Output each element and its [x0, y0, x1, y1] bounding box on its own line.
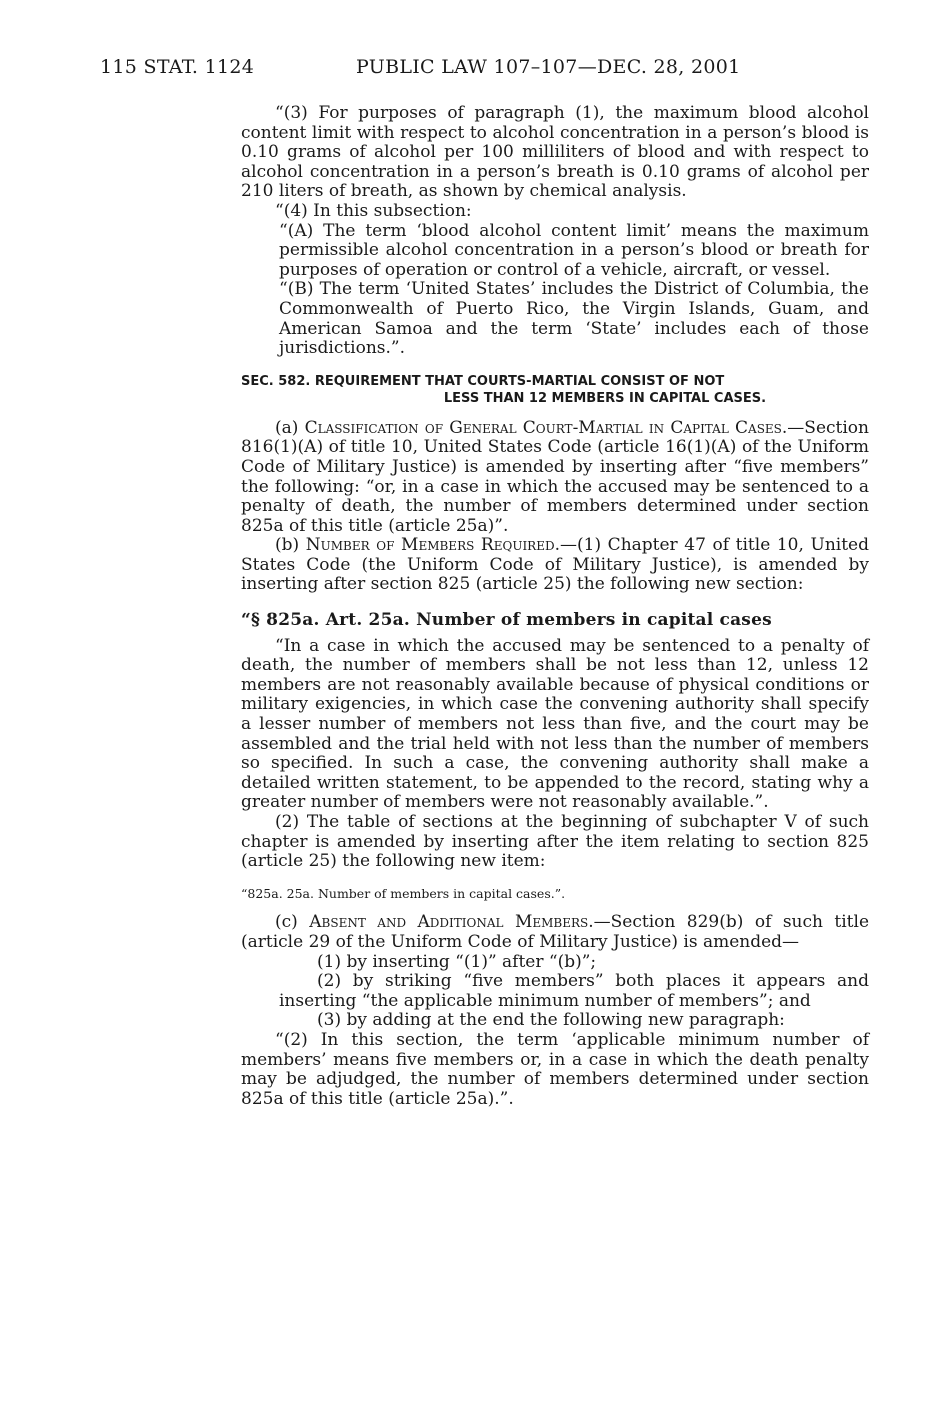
subsection-c-item-1: (1) by inserting “(1)” after “(b)”; — [317, 951, 597, 972]
paragraph-4-b — [241, 280, 869, 358]
stat-reference: 115 STAT. 1124 — [100, 56, 255, 78]
subsection-b-marker: (b) — [275, 535, 300, 556]
table-of-sections-item: “825a. 25a. Number of members in capital cases.”. — [241, 885, 566, 901]
article-heading: “§ 825a. Art. 25a. Number of members in capital cases — [241, 610, 772, 631]
paragraph-4-a — [241, 222, 869, 281]
subsection-b-text: .—(1) Chapter 47 of title 10, United States Code (the Uniform Code of Military Justice), is amended by inserting after section 825 (article 25) the following new section: — [241, 535, 869, 595]
section-number: SEC. 582. — [241, 373, 311, 389]
paragraph-4: “(4) In this subsection: — [275, 200, 472, 221]
subsection-c-text: .—Section 829(b) of such title (article 29 of the Uniform Code of Military Justice) is amended— — [241, 912, 870, 952]
subsection-c-new-paragraph: “(2) In this section, the term ‘applicable minimum number of members’ means five members or, in a case in which the death penalty may be adjudged, the number of members determined under section 825a of this title (article 25a).”. — [241, 1029, 869, 1109]
subsection-a — [241, 419, 869, 537]
paragraph-4-a-text: “(A) The term ‘blood alcohol content limit’ means the maximum permissible alcohol concentration in a person’s blood or breath for purposes of operation or control of a vehicle, aircraft, or vessel. — [279, 220, 869, 280]
paragraph-b-2: (2) The table of sections at the beginning of subchapter V of such chapter is amended by inserting after the item relating to section 825 (article 25) the following new item: — [241, 812, 869, 872]
subsection-c-marker: (c) — [275, 912, 298, 933]
subsection-c-item-2: (2) by striking “five members” both places it appears and inserting “the applicable minimum number of members”; and — [279, 971, 869, 1011]
public-law-reference: PUBLIC LAW 107–107—DEC. 28, 2001 — [356, 56, 741, 78]
paragraph-4-b-text: “(B) The term ‘United States’ includes the District of Columbia, the Commonwealth of Puerto Rico, the Virgin Islands, Guam, and American Samoa and the term ‘State’ includes each of those jurisdictions.”. — [279, 279, 869, 359]
subsection-a-heading: Classification of General Court-Martial in Capital Cases — [304, 417, 782, 438]
subsection-c — [241, 913, 869, 952]
section-title-line2: LESS THAN 12 MEMBERS IN CAPITAL CASES. — [443, 390, 767, 406]
document-body — [241, 104, 869, 1109]
subsection-b — [241, 536, 869, 595]
subsection-a-marker: (a) — [275, 417, 299, 438]
subsection-c-heading: Absent and Additional Members — [309, 912, 589, 933]
section-heading — [241, 373, 869, 407]
paragraph-3: “(3) For purposes of paragraph (1), the maximum blood alcohol content limit with respect to alcohol concentration in a person’s blood is 0.10 grams of alcohol per 100 milliliters of blood and with respect to alcohol concentration in a person’s breath is 0.10 grams of alcohol per 210 liters of breath, as shown by chemical analysis. — [241, 103, 869, 202]
subsection-c-item-3: (3) by adding at the end the following new paragraph: — [317, 1010, 785, 1031]
subsection-b-heading: Number of Members Required — [305, 535, 555, 556]
section-title-line1: REQUIREMENT THAT COURTS-MARTIAL CONSIST OF NOT — [314, 373, 725, 389]
subsection-a-text: .—Section 816(1)(A) of title 10, United States Code (article 16(1)(A) of the Uniform Code of Military Justice) is amended by inserting after “five members” the following: “or, in a case in which the accused may be sentenced to a penalty of death, the number of members determined under section 825a of this title (article 25a)”. — [241, 417, 869, 536]
article-text: “In a case in which the accused may be sentenced to a penalty of death, the number of members shall be not less than 12, unless 12 members are not reasonably available because of physical conditions or military exigencies, in which case the convening authority shall specify a lesser number of members not less than five, and the court may be assembled and the trial held with not less than the number of members so specified. In such a case, the convening authority shall make a detailed written statement, to be appended to the record, stating why a greater number of members were not reasonably available.”. — [241, 635, 869, 813]
